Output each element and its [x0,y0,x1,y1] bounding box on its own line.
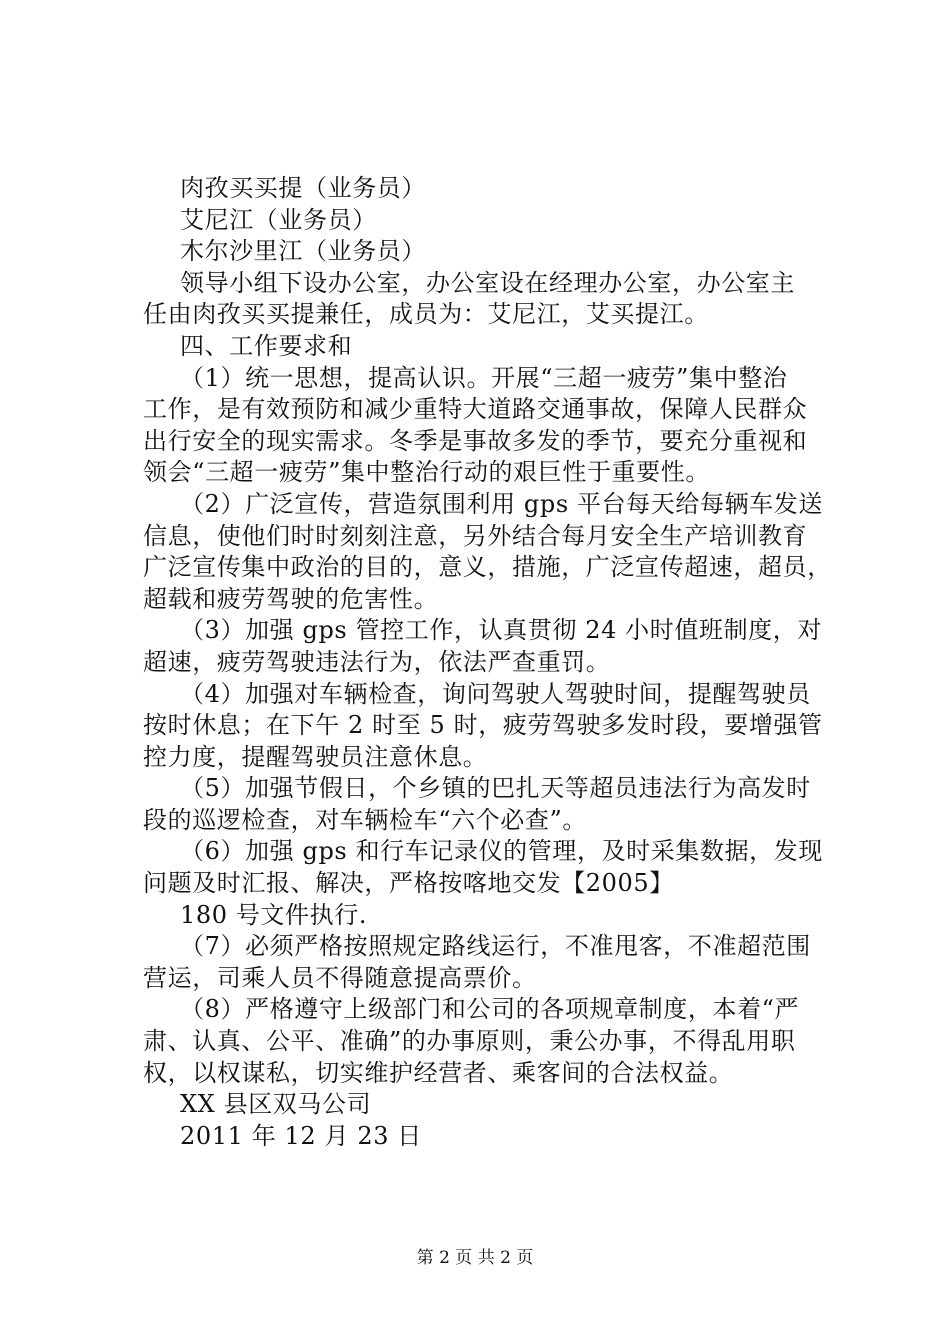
paragraph-line: （5）加强节假日，个乡镇的巴扎天等超员违法行为高发时 [180,774,811,803]
member-line: 木尔沙里江（业务员） [180,237,426,266]
paragraph-line: 超载和疲劳驾驶的危害性。 [143,584,439,613]
signature-company: XX 县区双马公司 [180,1090,372,1119]
paragraph-line: 权，以权谋私，切实维护经营者、乘客间的合法权益。 [143,1058,734,1087]
member-line: 肉孜买买提（业务员） [180,174,426,202]
paragraph-line: （1）统一思想，提高认识。开展“三超一疲劳”集中整治 [180,363,788,392]
page-number-footer: 第 2 页 共 2 页 [416,1248,534,1268]
paragraph-line: （7）必须严格按照规定路线运行，不准甩客，不准超范围 [180,932,811,961]
paragraph-line: 领导小组下设办公室，办公室设在经理办公室，办公室主 [180,268,795,297]
paragraph-line: 领会“三超一疲劳”集中整治行动的艰巨性于重要性。 [143,458,710,487]
paragraph-line: 营运，司乘人员不得随意提高票价。 [143,963,537,992]
paragraph-line: （6）加强 gps 和行车记录仪的管理，及时采集数据，发现 [180,837,823,866]
member-line: 艾尼江（业务员） [180,205,377,234]
paragraph-line: 肃、认真、公平、准确”的办事原则，秉公办事，不得乱用职 [143,1027,796,1056]
paragraph-line: 任由肉孜买买提兼任，成员为：艾尼江，艾买提江。 [143,300,709,329]
paragraph-line: （4）加强对车辆检查，询问驾驶人驾驶时间，提醒驾驶员 [180,679,811,708]
paragraph-line: 180 号文件执行. [180,900,368,929]
paragraph-line: 广泛宣传集中政治的目的，意义，措施，广泛宣传超速，超员， [143,553,832,582]
paragraph-line: 信息，使他们时时刻刻注意，另外结合每月安全生产培训教育 [143,521,808,550]
paragraph-line: （2）广泛宣传，营造氛围利用 gps 平台每天给每辆车发送 [180,489,823,518]
paragraph-line: 段的巡逻检查，对车辆检车“六个必查”。 [143,805,587,834]
section-heading: 四、工作要求和 [180,331,353,360]
paragraph-line: 出行安全的现实需求。冬季是事故多发的季节，要充分重视和 [143,426,808,455]
paragraph-line: 超速，疲劳驾驶违法行为，依法严查重罚。 [143,647,611,676]
document-body [143,173,833,1152]
paragraph-line: 按时休息；在下午 2 时至 5 时，疲劳驾驶多发时段，要增强管 [143,711,823,740]
paragraph-line: 工作，是有效预防和减少重特大道路交通事故，保障人民群众 [143,395,808,424]
signature-date: 2011 年 12 月 23 日 [180,1121,422,1150]
paragraph-line: 问题及时汇报、解决，严格按喀地交发【2005】 [143,869,674,898]
paragraph-line: （3）加强 gps 管控工作，认真贯彻 24 小时值班制度，对 [180,616,822,645]
paragraph-line: 控力度，提醒驾驶员注意休息。 [143,742,488,771]
paragraph-line: （8）严格遵守上级部门和公司的各项规章制度，本着“严 [180,995,800,1024]
